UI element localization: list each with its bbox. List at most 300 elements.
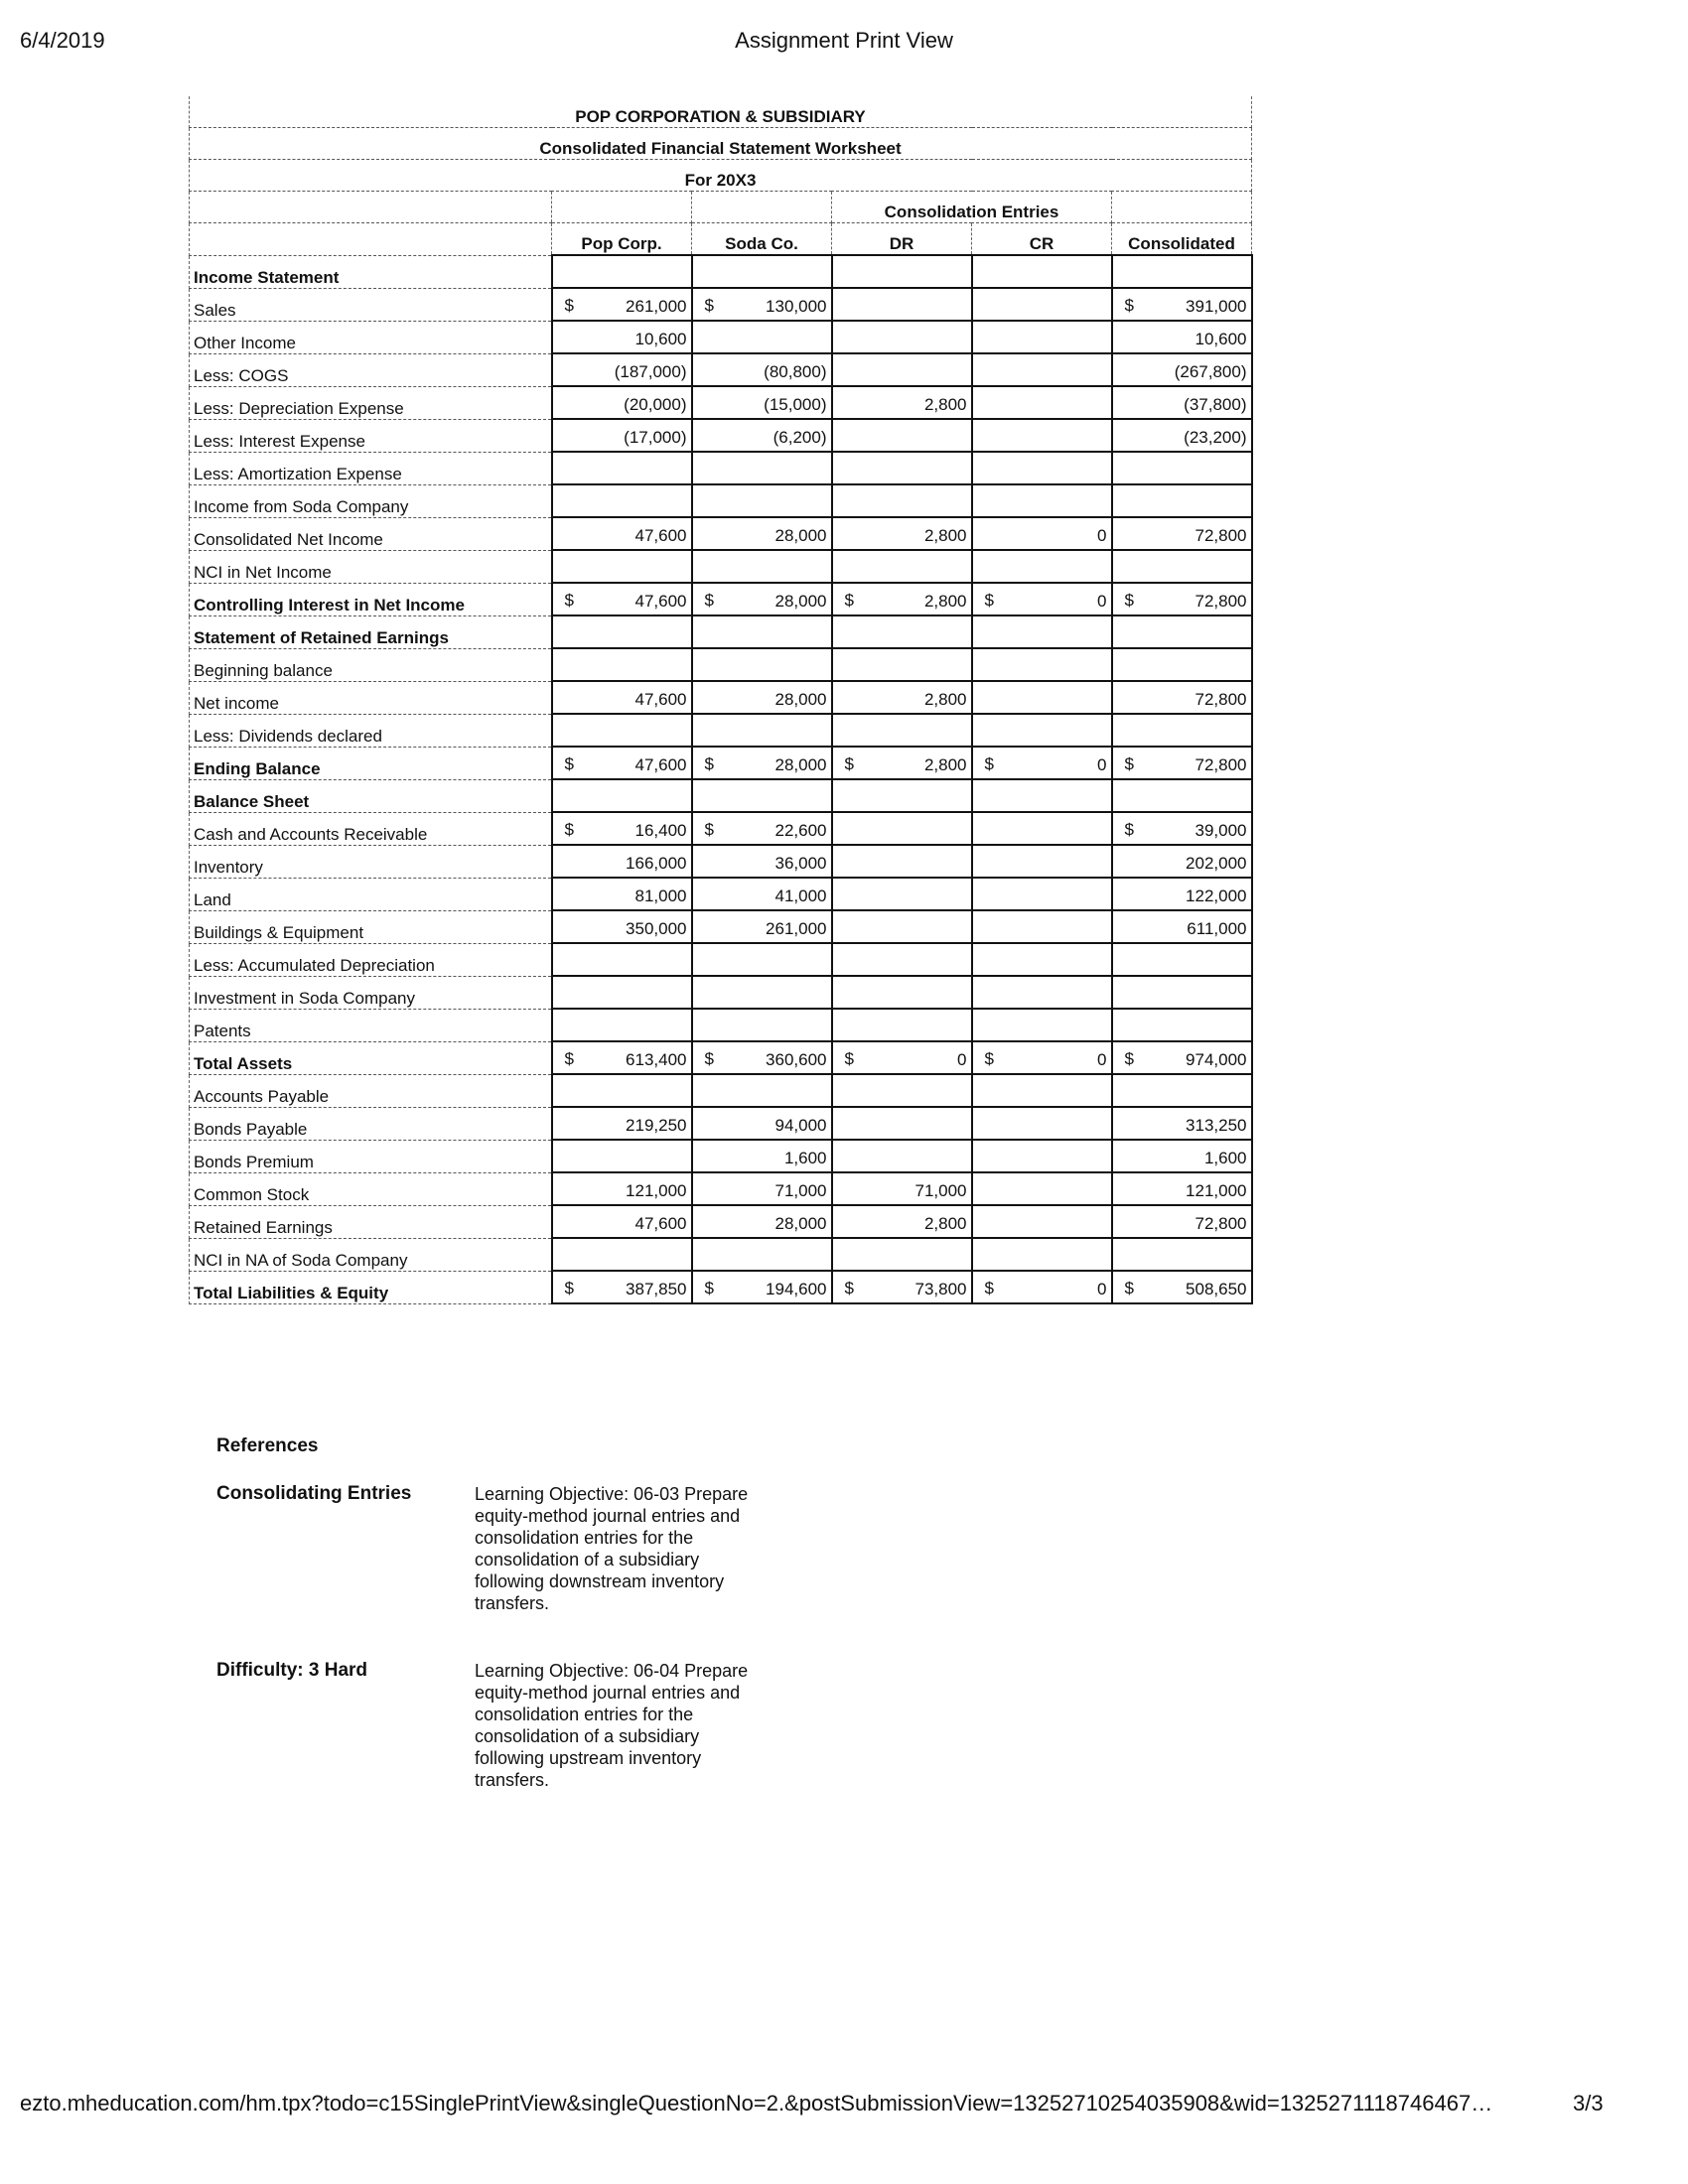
amount-value: 1,600	[783, 1149, 827, 1167]
amount-cell	[692, 943, 832, 976]
amount-cell	[692, 288, 832, 321]
dollar-sign: $	[704, 820, 714, 839]
worksheet-row	[190, 615, 1252, 648]
amount-cell	[832, 419, 972, 452]
reference-text: Learning Objective: 06-03 Prepare equity-method journal entries and consolidation entries for the consolidation of a subsidiary following downstream inventory transfers.	[475, 1484, 749, 1613]
empty-cell	[1112, 779, 1252, 812]
amount-cell	[972, 976, 1112, 1009]
amount-cell	[692, 583, 832, 615]
amount-value: 72,800	[1195, 755, 1247, 774]
amount-cell	[692, 1238, 832, 1271]
empty-cell	[1112, 255, 1252, 288]
amount-value: 72,800	[1195, 592, 1247, 611]
amount-cell	[552, 976, 692, 1009]
amount-value: 47,600	[634, 592, 687, 611]
amount-cell	[552, 419, 692, 452]
row-label: Less: Amortization Expense	[190, 452, 552, 484]
row-label: Less: Depreciation Expense	[190, 386, 552, 419]
amount-value: 94,000	[774, 1116, 827, 1135]
amount-value: 2,800	[923, 1214, 967, 1233]
amount-cell	[1112, 1009, 1252, 1041]
empty-cell	[972, 615, 1112, 648]
amount-value: 613,400	[626, 1050, 687, 1069]
amount-cell	[832, 943, 972, 976]
amount-cell	[832, 812, 972, 845]
row-label: Statement of Retained Earnings	[190, 615, 552, 648]
dollar-sign: $	[564, 296, 574, 315]
amount-value: 28,000	[774, 755, 827, 774]
amount-cell	[1112, 452, 1252, 484]
row-label: Sales	[190, 288, 552, 321]
worksheet-row	[190, 1172, 1252, 1205]
amount-cell	[972, 648, 1112, 681]
dollar-sign: $	[1124, 820, 1134, 839]
row-label: Bonds Payable	[190, 1107, 552, 1140]
amount-cell	[972, 910, 1112, 943]
worksheet-row	[190, 288, 1252, 321]
row-label: Total Assets	[190, 1041, 552, 1074]
amount-cell	[972, 943, 1112, 976]
amount-cell	[832, 386, 972, 419]
amount-cell	[552, 878, 692, 910]
amount-cell	[832, 288, 972, 321]
row-label: Investment in Soda Company	[190, 976, 552, 1009]
amount-cell	[972, 1009, 1112, 1041]
worksheet-row	[190, 1009, 1252, 1041]
amount-cell	[1112, 386, 1252, 419]
dollar-sign: $	[984, 591, 994, 610]
amount-cell	[552, 714, 692, 747]
dollar-sign: $	[564, 1279, 574, 1297]
amount-cell	[552, 1172, 692, 1205]
amount-value: (37,800)	[1184, 395, 1247, 414]
amount-cell	[972, 583, 1112, 615]
amount-value: (187,000)	[614, 362, 687, 381]
amount-value: 81,000	[634, 887, 687, 905]
amount-value: 41,000	[774, 887, 827, 905]
period-title: For 20X3	[190, 160, 1252, 192]
worksheet-row	[190, 484, 1252, 517]
row-label: NCI in Net Income	[190, 550, 552, 583]
amount-cell	[1112, 1140, 1252, 1172]
amount-cell	[972, 419, 1112, 452]
amount-cell	[692, 747, 832, 779]
amount-value: 121,000	[626, 1181, 687, 1200]
amount-cell	[552, 1238, 692, 1271]
worksheet-row	[190, 812, 1252, 845]
row-label: Controlling Interest in Net Income	[190, 583, 552, 615]
column-header: CR	[972, 223, 1112, 256]
amount-value: 261,000	[766, 919, 827, 938]
amount-cell	[552, 1107, 692, 1140]
worksheet-row	[190, 779, 1252, 812]
references-heading: References	[216, 1435, 319, 1456]
amount-value: 10,600	[634, 330, 687, 348]
row-label: Total Liabilities & Equity	[190, 1271, 552, 1303]
amount-cell	[972, 353, 1112, 386]
amount-cell	[552, 845, 692, 878]
consolidation-entries-header: Consolidation Entries	[832, 192, 1112, 223]
amount-value: 2,800	[923, 526, 967, 545]
amount-cell	[972, 1107, 1112, 1140]
worksheet-row	[190, 845, 1252, 878]
amount-cell	[1112, 484, 1252, 517]
amount-cell	[832, 517, 972, 550]
dollar-sign: $	[844, 754, 854, 773]
amount-cell	[692, 484, 832, 517]
amount-cell	[552, 747, 692, 779]
amount-cell	[552, 812, 692, 845]
row-label: Less: Accumulated Depreciation	[190, 943, 552, 976]
amount-cell	[972, 550, 1112, 583]
header-spacer	[1112, 192, 1252, 223]
amount-cell	[1112, 1074, 1252, 1107]
print-date: 6/4/2019	[20, 28, 105, 53]
amount-cell	[972, 517, 1112, 550]
amount-value: 387,850	[626, 1280, 687, 1298]
row-label: Consolidated Net Income	[190, 517, 552, 550]
amount-cell	[692, 976, 832, 1009]
header-spacer	[190, 223, 552, 256]
amount-cell	[692, 419, 832, 452]
dollar-sign: $	[1124, 591, 1134, 610]
header-spacer	[692, 192, 832, 223]
amount-cell	[692, 1205, 832, 1238]
amount-value: 974,000	[1186, 1050, 1247, 1069]
row-label: Less: COGS	[190, 353, 552, 386]
amount-value: 36,000	[774, 854, 827, 873]
row-label: Income from Soda Company	[190, 484, 552, 517]
amount-cell	[552, 353, 692, 386]
print-view-title: Assignment Print View	[735, 28, 953, 53]
row-label: Buildings & Equipment	[190, 910, 552, 943]
column-header: Consolidated	[1112, 223, 1252, 256]
amount-cell	[552, 550, 692, 583]
worksheet-row	[190, 1205, 1252, 1238]
amount-cell	[692, 648, 832, 681]
dollar-sign: $	[704, 296, 714, 315]
amount-cell	[692, 550, 832, 583]
amount-cell	[832, 878, 972, 910]
amount-value: (267,800)	[1174, 362, 1247, 381]
amount-cell	[832, 1107, 972, 1140]
amount-cell	[832, 845, 972, 878]
worksheet-row	[190, 353, 1252, 386]
amount-cell	[832, 452, 972, 484]
amount-value: 28,000	[774, 592, 827, 611]
amount-value: (6,200)	[773, 428, 827, 447]
worksheet-row	[190, 878, 1252, 910]
amount-cell	[972, 1205, 1112, 1238]
row-label: Common Stock	[190, 1172, 552, 1205]
amount-cell	[832, 321, 972, 353]
amount-value: 313,250	[1186, 1116, 1247, 1135]
row-label: Inventory	[190, 845, 552, 878]
amount-cell	[692, 714, 832, 747]
amount-cell	[832, 1238, 972, 1271]
amount-cell	[692, 1041, 832, 1074]
amount-cell	[972, 1041, 1112, 1074]
amount-value: 194,600	[766, 1280, 827, 1298]
worksheet-row	[190, 1074, 1252, 1107]
dollar-sign: $	[844, 591, 854, 610]
amount-value: 202,000	[1186, 854, 1247, 873]
worksheet-row	[190, 681, 1252, 714]
column-header: Soda Co.	[692, 223, 832, 256]
amount-cell	[972, 452, 1112, 484]
row-label: Income Statement	[190, 255, 552, 288]
worksheet-row	[190, 910, 1252, 943]
amount-value: 72,800	[1195, 526, 1247, 545]
row-label: Retained Earnings	[190, 1205, 552, 1238]
dollar-sign: $	[844, 1049, 854, 1068]
amount-value: 2,800	[923, 592, 967, 611]
dollar-sign: $	[984, 1279, 994, 1297]
amount-value: 72,800	[1195, 690, 1247, 709]
amount-cell	[692, 1140, 832, 1172]
dollar-sign: $	[564, 754, 574, 773]
amount-cell	[1112, 1107, 1252, 1140]
amount-value: 611,000	[1187, 919, 1247, 938]
amount-value: 2,800	[923, 690, 967, 709]
column-header: DR	[832, 223, 972, 256]
row-label: Bonds Premium	[190, 1140, 552, 1172]
empty-cell	[972, 779, 1112, 812]
amount-cell	[832, 484, 972, 517]
amount-cell	[552, 386, 692, 419]
amount-cell	[1112, 321, 1252, 353]
row-label: Beginning balance	[190, 648, 552, 681]
amount-cell	[1112, 1205, 1252, 1238]
amount-value: 122,000	[1186, 887, 1247, 905]
amount-cell	[972, 1238, 1112, 1271]
worksheet-row	[190, 452, 1252, 484]
amount-cell	[1112, 1271, 1252, 1303]
amount-cell	[1112, 845, 1252, 878]
worksheet-row	[190, 648, 1252, 681]
amount-cell	[552, 1271, 692, 1303]
amount-cell	[832, 648, 972, 681]
reference-text: Learning Objective: 06-04 Prepare equity-method journal entries and consolidation entries for the consolidation of a subsidiary following upstream inventory transfers.	[475, 1661, 749, 1790]
worksheet-row	[190, 714, 1252, 747]
amount-cell	[1112, 1041, 1252, 1074]
amount-cell	[832, 1205, 972, 1238]
amount-value: 71,000	[774, 1181, 827, 1200]
amount-cell	[972, 288, 1112, 321]
row-label: Balance Sheet	[190, 779, 552, 812]
worksheet-row	[190, 255, 1252, 288]
amount-cell	[692, 517, 832, 550]
amount-cell	[1112, 812, 1252, 845]
amount-cell	[552, 484, 692, 517]
amount-value: 10,600	[1195, 330, 1247, 348]
amount-value: 16,400	[634, 821, 687, 840]
worksheet-row	[190, 1271, 1252, 1303]
amount-cell	[1112, 878, 1252, 910]
worksheet-row	[190, 583, 1252, 615]
amount-cell	[832, 1140, 972, 1172]
reference-label: Difficulty: 3 Hard	[216, 1660, 368, 1681]
dollar-sign: $	[1124, 754, 1134, 773]
worksheet-row	[190, 517, 1252, 550]
amount-cell	[552, 1074, 692, 1107]
amount-cell	[1112, 583, 1252, 615]
amount-cell	[1112, 714, 1252, 747]
amount-cell	[692, 878, 832, 910]
dollar-sign: $	[704, 1279, 714, 1297]
amount-value: 22,600	[774, 821, 827, 840]
amount-value: 71,000	[914, 1181, 967, 1200]
amount-value: 0	[1097, 755, 1107, 774]
amount-value: 28,000	[774, 1214, 827, 1233]
row-label: Land	[190, 878, 552, 910]
amount-cell	[972, 1271, 1112, 1303]
worksheet-row	[190, 1041, 1252, 1074]
amount-cell	[972, 681, 1112, 714]
amount-value: 0	[1097, 526, 1107, 545]
amount-cell	[1112, 288, 1252, 321]
amount-cell	[972, 878, 1112, 910]
amount-cell	[692, 386, 832, 419]
amount-cell	[1112, 1172, 1252, 1205]
amount-value: 28,000	[774, 690, 827, 709]
amount-cell	[692, 321, 832, 353]
amount-value: 0	[957, 1050, 967, 1069]
dollar-sign: $	[564, 820, 574, 839]
amount-cell	[552, 321, 692, 353]
amount-cell	[1112, 910, 1252, 943]
amount-cell	[1112, 419, 1252, 452]
amount-cell	[1112, 550, 1252, 583]
empty-cell	[552, 255, 692, 288]
company-title: POP CORPORATION & SUBSIDIARY	[190, 96, 1252, 128]
amount-cell	[1112, 747, 1252, 779]
amount-cell	[692, 910, 832, 943]
amount-cell	[692, 1009, 832, 1041]
amount-cell	[692, 681, 832, 714]
amount-value: 39,000	[1195, 821, 1247, 840]
empty-cell	[832, 615, 972, 648]
amount-cell	[552, 943, 692, 976]
amount-cell	[692, 452, 832, 484]
amount-cell	[552, 288, 692, 321]
amount-cell	[1112, 976, 1252, 1009]
dollar-sign: $	[564, 1049, 574, 1068]
amount-cell	[832, 1172, 972, 1205]
amount-value: 2,800	[923, 395, 967, 414]
amount-cell	[552, 648, 692, 681]
amount-value: 72,800	[1195, 1214, 1247, 1233]
amount-cell	[552, 1140, 692, 1172]
amount-cell	[972, 1172, 1112, 1205]
amount-cell	[1112, 353, 1252, 386]
empty-cell	[552, 779, 692, 812]
amount-cell	[972, 1140, 1112, 1172]
amount-cell	[1112, 1238, 1252, 1271]
amount-value: (15,000)	[764, 395, 827, 414]
worksheet-row	[190, 747, 1252, 779]
amount-value: 1,600	[1203, 1149, 1247, 1167]
amount-cell	[1112, 943, 1252, 976]
amount-cell	[552, 583, 692, 615]
worksheet-row	[190, 419, 1252, 452]
empty-cell	[832, 779, 972, 812]
amount-cell	[832, 1271, 972, 1303]
worksheet-title: Consolidated Financial Statement Worksheet	[190, 128, 1252, 160]
amount-value: 219,250	[626, 1116, 687, 1135]
dollar-sign: $	[984, 754, 994, 773]
amount-value: 28,000	[774, 526, 827, 545]
amount-value: 360,600	[766, 1050, 827, 1069]
row-label: Net income	[190, 681, 552, 714]
amount-cell	[832, 714, 972, 747]
amount-cell	[832, 910, 972, 943]
amount-value: (20,000)	[624, 395, 687, 414]
consolidation-worksheet	[189, 96, 1253, 1304]
amount-cell	[972, 321, 1112, 353]
empty-cell	[692, 615, 832, 648]
worksheet-row	[190, 386, 1252, 419]
amount-value: 391,000	[1186, 297, 1247, 316]
dollar-sign: $	[704, 754, 714, 773]
reference-label: Consolidating Entries	[216, 1483, 412, 1504]
amount-cell	[832, 747, 972, 779]
empty-cell	[692, 255, 832, 288]
page-number: 3/3	[1573, 2091, 1604, 2116]
amount-cell	[972, 484, 1112, 517]
amount-cell	[832, 681, 972, 714]
row-label: Less: Interest Expense	[190, 419, 552, 452]
amount-cell	[972, 386, 1112, 419]
amount-cell	[832, 1074, 972, 1107]
header-spacer	[190, 192, 552, 223]
amount-value: 166,000	[626, 854, 687, 873]
amount-value: 47,600	[634, 755, 687, 774]
empty-cell	[692, 779, 832, 812]
worksheet-row	[190, 1140, 1252, 1172]
worksheet-row	[190, 943, 1252, 976]
amount-value: 47,600	[634, 1214, 687, 1233]
dollar-sign: $	[1124, 1279, 1134, 1297]
amount-cell	[832, 583, 972, 615]
amount-cell	[972, 1074, 1112, 1107]
amount-cell	[692, 1271, 832, 1303]
amount-cell	[692, 845, 832, 878]
worksheet-row	[190, 1107, 1252, 1140]
dollar-sign: $	[704, 591, 714, 610]
footer-url: ezto.mheducation.com/hm.tpx?todo=c15SinglePrintView&singleQuestionNo=2.&postSubmissionView=13252710254035908&wid=13252711187464​67…	[20, 2091, 1493, 2116]
amount-value: 47,600	[634, 526, 687, 545]
amount-cell	[552, 910, 692, 943]
amount-cell	[832, 550, 972, 583]
amount-value: 508,650	[1186, 1280, 1247, 1298]
empty-cell	[552, 615, 692, 648]
dollar-sign: $	[984, 1049, 994, 1068]
amount-value: 0	[1097, 592, 1107, 611]
column-header: Pop Corp.	[552, 223, 692, 256]
amount-cell	[552, 452, 692, 484]
amount-cell	[832, 1009, 972, 1041]
amount-cell	[552, 1205, 692, 1238]
amount-cell	[972, 714, 1112, 747]
row-label: Less: Dividends declared	[190, 714, 552, 747]
amount-cell	[1112, 681, 1252, 714]
amount-cell	[692, 1172, 832, 1205]
amount-cell	[692, 1107, 832, 1140]
header-spacer	[552, 192, 692, 223]
amount-value: 261,000	[626, 297, 687, 316]
dollar-sign: $	[564, 591, 574, 610]
